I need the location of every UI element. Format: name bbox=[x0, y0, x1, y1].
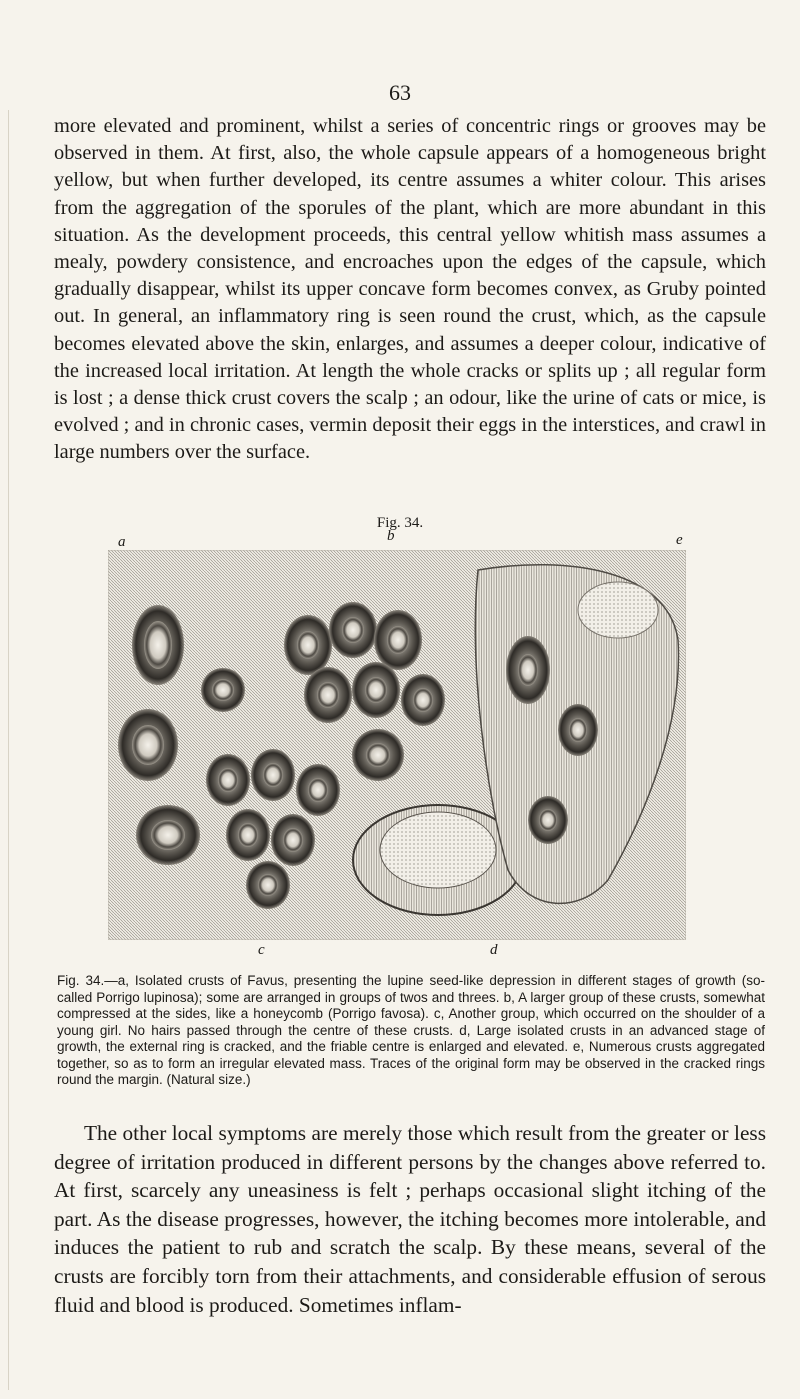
figure-label-c: c bbox=[258, 942, 265, 958]
body-paragraph-top: more elevated and prominent, whilst a series of concentric rings or grooves may be observed in them. At first, also, the whole capsule appears of a homogeneous bright yellow, but when further developed, its centre assumes a whiter colour. This arises from the aggregation of the sporules of the plant, which are more abundant in this situation. As the development proceeds, this central yellow whitish mass assumes a mealy, powdery consistence, and encroaches upon the edges of the capsule, which gradually disappear, whilst its upper concave form becomes convex, as Gruby pointed out. In general, an inflammatory ring is seen round the crust, which, as the capsule becomes elevated above the skin, enlarges, and assumes a deeper colour, indicative of the increased local irritation. At length the whole cracks or splits up ; all regular form is lost ; a dense thick crust covers the scalp ; an odour, like the urine of cats or mice, is evolved ; and in chronic cases, vermin deposit their eggs in the interstices, and crawl in large numbers over the surface. bbox=[54, 115, 766, 464]
favus-crusts-engraving bbox=[108, 550, 686, 940]
figure-title: Fig. 34. bbox=[376, 515, 424, 531]
figure-label-b: b bbox=[387, 528, 395, 544]
page-margin-edge bbox=[0, 110, 9, 1390]
figure-label-a: a bbox=[118, 534, 126, 550]
figure-label-e: e bbox=[676, 532, 683, 548]
figure-caption: Fig. 34.—a, Isolated crusts of Favus, presenting the lupine seed-like depression in different stages of growth (so-called Porrigo lupinosa); some are arranged in groups of twos and threes. b, A larger group of these crusts, somewhat compressed at the sides, like a honeycomb (Porrigo favosa). c, Another group, which occurred on the shoulder of a young girl. No hairs passed through the centre of these crusts. d, Large isolated crusts in an advanced stage of growth, the external ring is cracked, and the friable centre is enlarged and elevated. e, Numerous crusts aggregated together, so as to form an irregular elevated mass. Traces of the original form may be observed in the cracked rings round the margin. (Natural size.) bbox=[57, 973, 765, 1087]
figure-label-d: d bbox=[490, 942, 498, 958]
body-paragraph-bottom: The other local symptoms are merely those which result from the greater or less degree of irritation produced in different persons by the changes above referred to. At first, scarcely any uneasiness is felt ; perhaps occasional slight itching of the part. As the disease progresses, however, the itching becomes more intolerable, and induces the patient to rub and scratch the scalp. By these means, several of the crusts are forcibly torn from their attachments, and considerable effusion of serous fluid and blood is produced. Sometimes inflam- bbox=[54, 1121, 766, 1317]
page-number: 63 bbox=[389, 80, 411, 105]
